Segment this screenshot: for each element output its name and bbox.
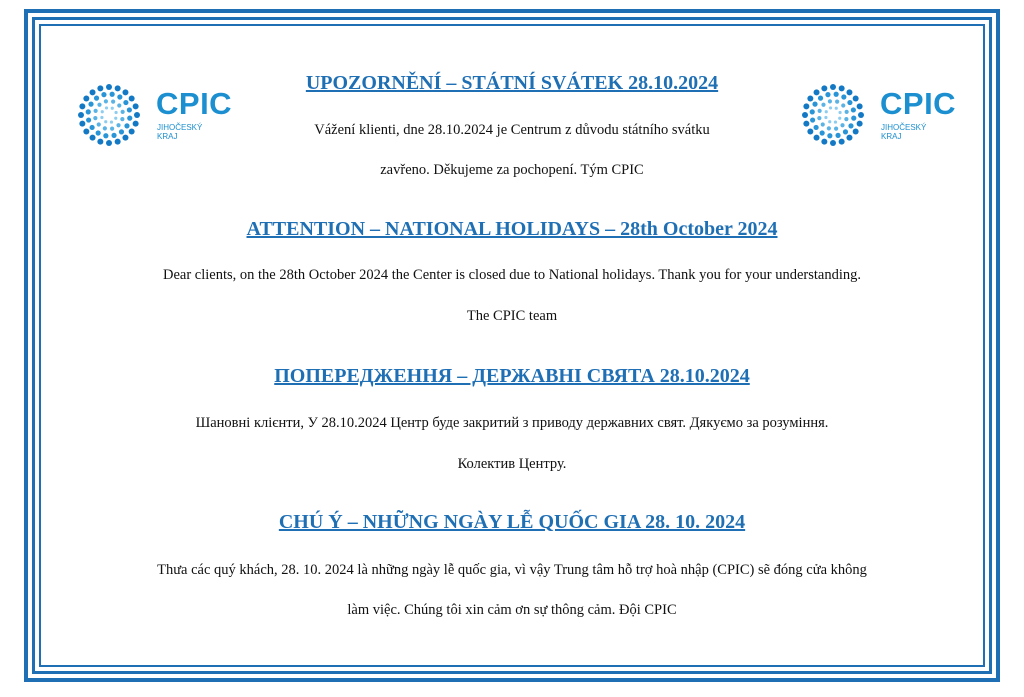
logo-dot (83, 96, 89, 102)
logo-dot (114, 111, 117, 114)
logo-dot (115, 139, 121, 145)
paragraph-vietnamese-line2: làm việc. Chúng tôi xin cảm ơn sự thông cảm. Đội CPIC (347, 602, 677, 618)
logo-dot (94, 109, 98, 113)
paragraph-english-line2: The CPIC team (466, 308, 558, 324)
logo-dot (802, 112, 808, 118)
logo-subtitle-line1: JIHOČESKÝ (157, 123, 203, 132)
logo-dot (101, 110, 104, 113)
heading-english: ATTENTION – NATIONAL HOLIDAYS – 28th October 2024 (246, 218, 778, 240)
logo-dot (824, 116, 827, 119)
logo-dot (838, 117, 841, 120)
logo-dot (810, 109, 815, 114)
logo-dot (807, 96, 813, 102)
logo-dot (129, 96, 135, 102)
logo-dot (818, 96, 823, 101)
heading-ukrainian: ПОПЕРЕДЖЕННЯ – ДЕРЖАВНІ СВЯТА 28.10.2024 (274, 365, 750, 387)
logo-dot (847, 100, 852, 105)
logo-dot (93, 116, 97, 120)
logo-dot (134, 112, 140, 118)
logo-dot (828, 99, 832, 103)
paragraph-ukrainian-line1: Шановні клієнти, У 28.10.2024 Центр буде закритий з приводу державних свят. Дякуємо за розуміння. (195, 415, 829, 431)
logo-dot (803, 103, 809, 109)
logo-dot (858, 112, 864, 118)
logo-dot (86, 109, 91, 114)
logo-dot (114, 117, 117, 120)
logo-dot (835, 100, 839, 104)
logo-dot (94, 96, 99, 101)
logo-dot (127, 116, 132, 121)
logo-dot (97, 103, 101, 107)
logo-dot (839, 139, 845, 145)
logo-dot (88, 102, 93, 107)
logo-dot (105, 106, 108, 109)
logo-dot (841, 94, 846, 99)
logo-dot (818, 109, 822, 113)
logo-dot (117, 94, 122, 99)
logo-subtitle-line1: JIHOČESKÝ (881, 123, 927, 132)
logo-dot (133, 103, 139, 109)
logo-dot (821, 103, 825, 107)
logo-dot (106, 140, 112, 146)
logo-dot (111, 100, 115, 104)
logo-dot (841, 103, 845, 107)
logo-dot (111, 107, 114, 110)
heading-czech: UPOZORNĚNÍ – STÁTNÍ SVÁTEK 28.10.2024 (305, 72, 719, 94)
logo-dot (97, 139, 103, 145)
logo-dot (857, 103, 863, 109)
logo-dot (851, 116, 856, 121)
logo-dot (829, 106, 832, 109)
logo-dot (817, 116, 821, 120)
logo-dot (821, 139, 827, 145)
logo-subtitle-line2: KRAJ (157, 132, 178, 141)
logo-dot (825, 110, 828, 113)
logo-dot (830, 140, 836, 146)
logo-dot (121, 110, 125, 114)
paragraph-english-line1: Dear clients, on the 28th October 2024 the Center is closed due to National holidays. Thank you for your understanding. (163, 267, 861, 283)
logo-word: CPIC (156, 86, 233, 121)
logo-dot (123, 100, 128, 105)
logo-subtitle-line2: KRAJ (881, 132, 902, 141)
paragraph-czech-line1: Vážení klienti, dne 28.10.2024 je Centrum z důvodu státního svátku (314, 122, 710, 138)
logo-dot (117, 103, 121, 107)
logo-dot (853, 96, 859, 102)
logo-dot (845, 110, 849, 114)
logo-dot (851, 107, 856, 112)
logo-dot (838, 111, 841, 114)
paragraph-ukrainian-line2: Колектив Центру. (457, 456, 567, 472)
logo-dot (79, 103, 85, 109)
logo-dot (835, 107, 838, 110)
paragraph-vietnamese-line1: Thưa các quý khách, 28. 10. 2024 là những ngày lễ quốc gia, vì vậy Trung tâm hỗ trợ hoà nhập (CPIC) sẽ đóng cửa không (157, 562, 867, 578)
logo-word: CPIC (880, 86, 957, 121)
heading-vietnamese: CHÚ Ý – NHỮNG NGÀY LỄ QUỐC GIA 28. 10. 2024 (278, 511, 746, 533)
logo-dot (100, 116, 103, 119)
paragraph-czech-line2: zavřeno. Děkujeme za pochopení. Tým CPIC (380, 162, 644, 178)
logo-dot (104, 99, 108, 103)
logo-dot (812, 102, 817, 107)
logo-dot (127, 107, 132, 112)
logo-dot (78, 112, 84, 118)
